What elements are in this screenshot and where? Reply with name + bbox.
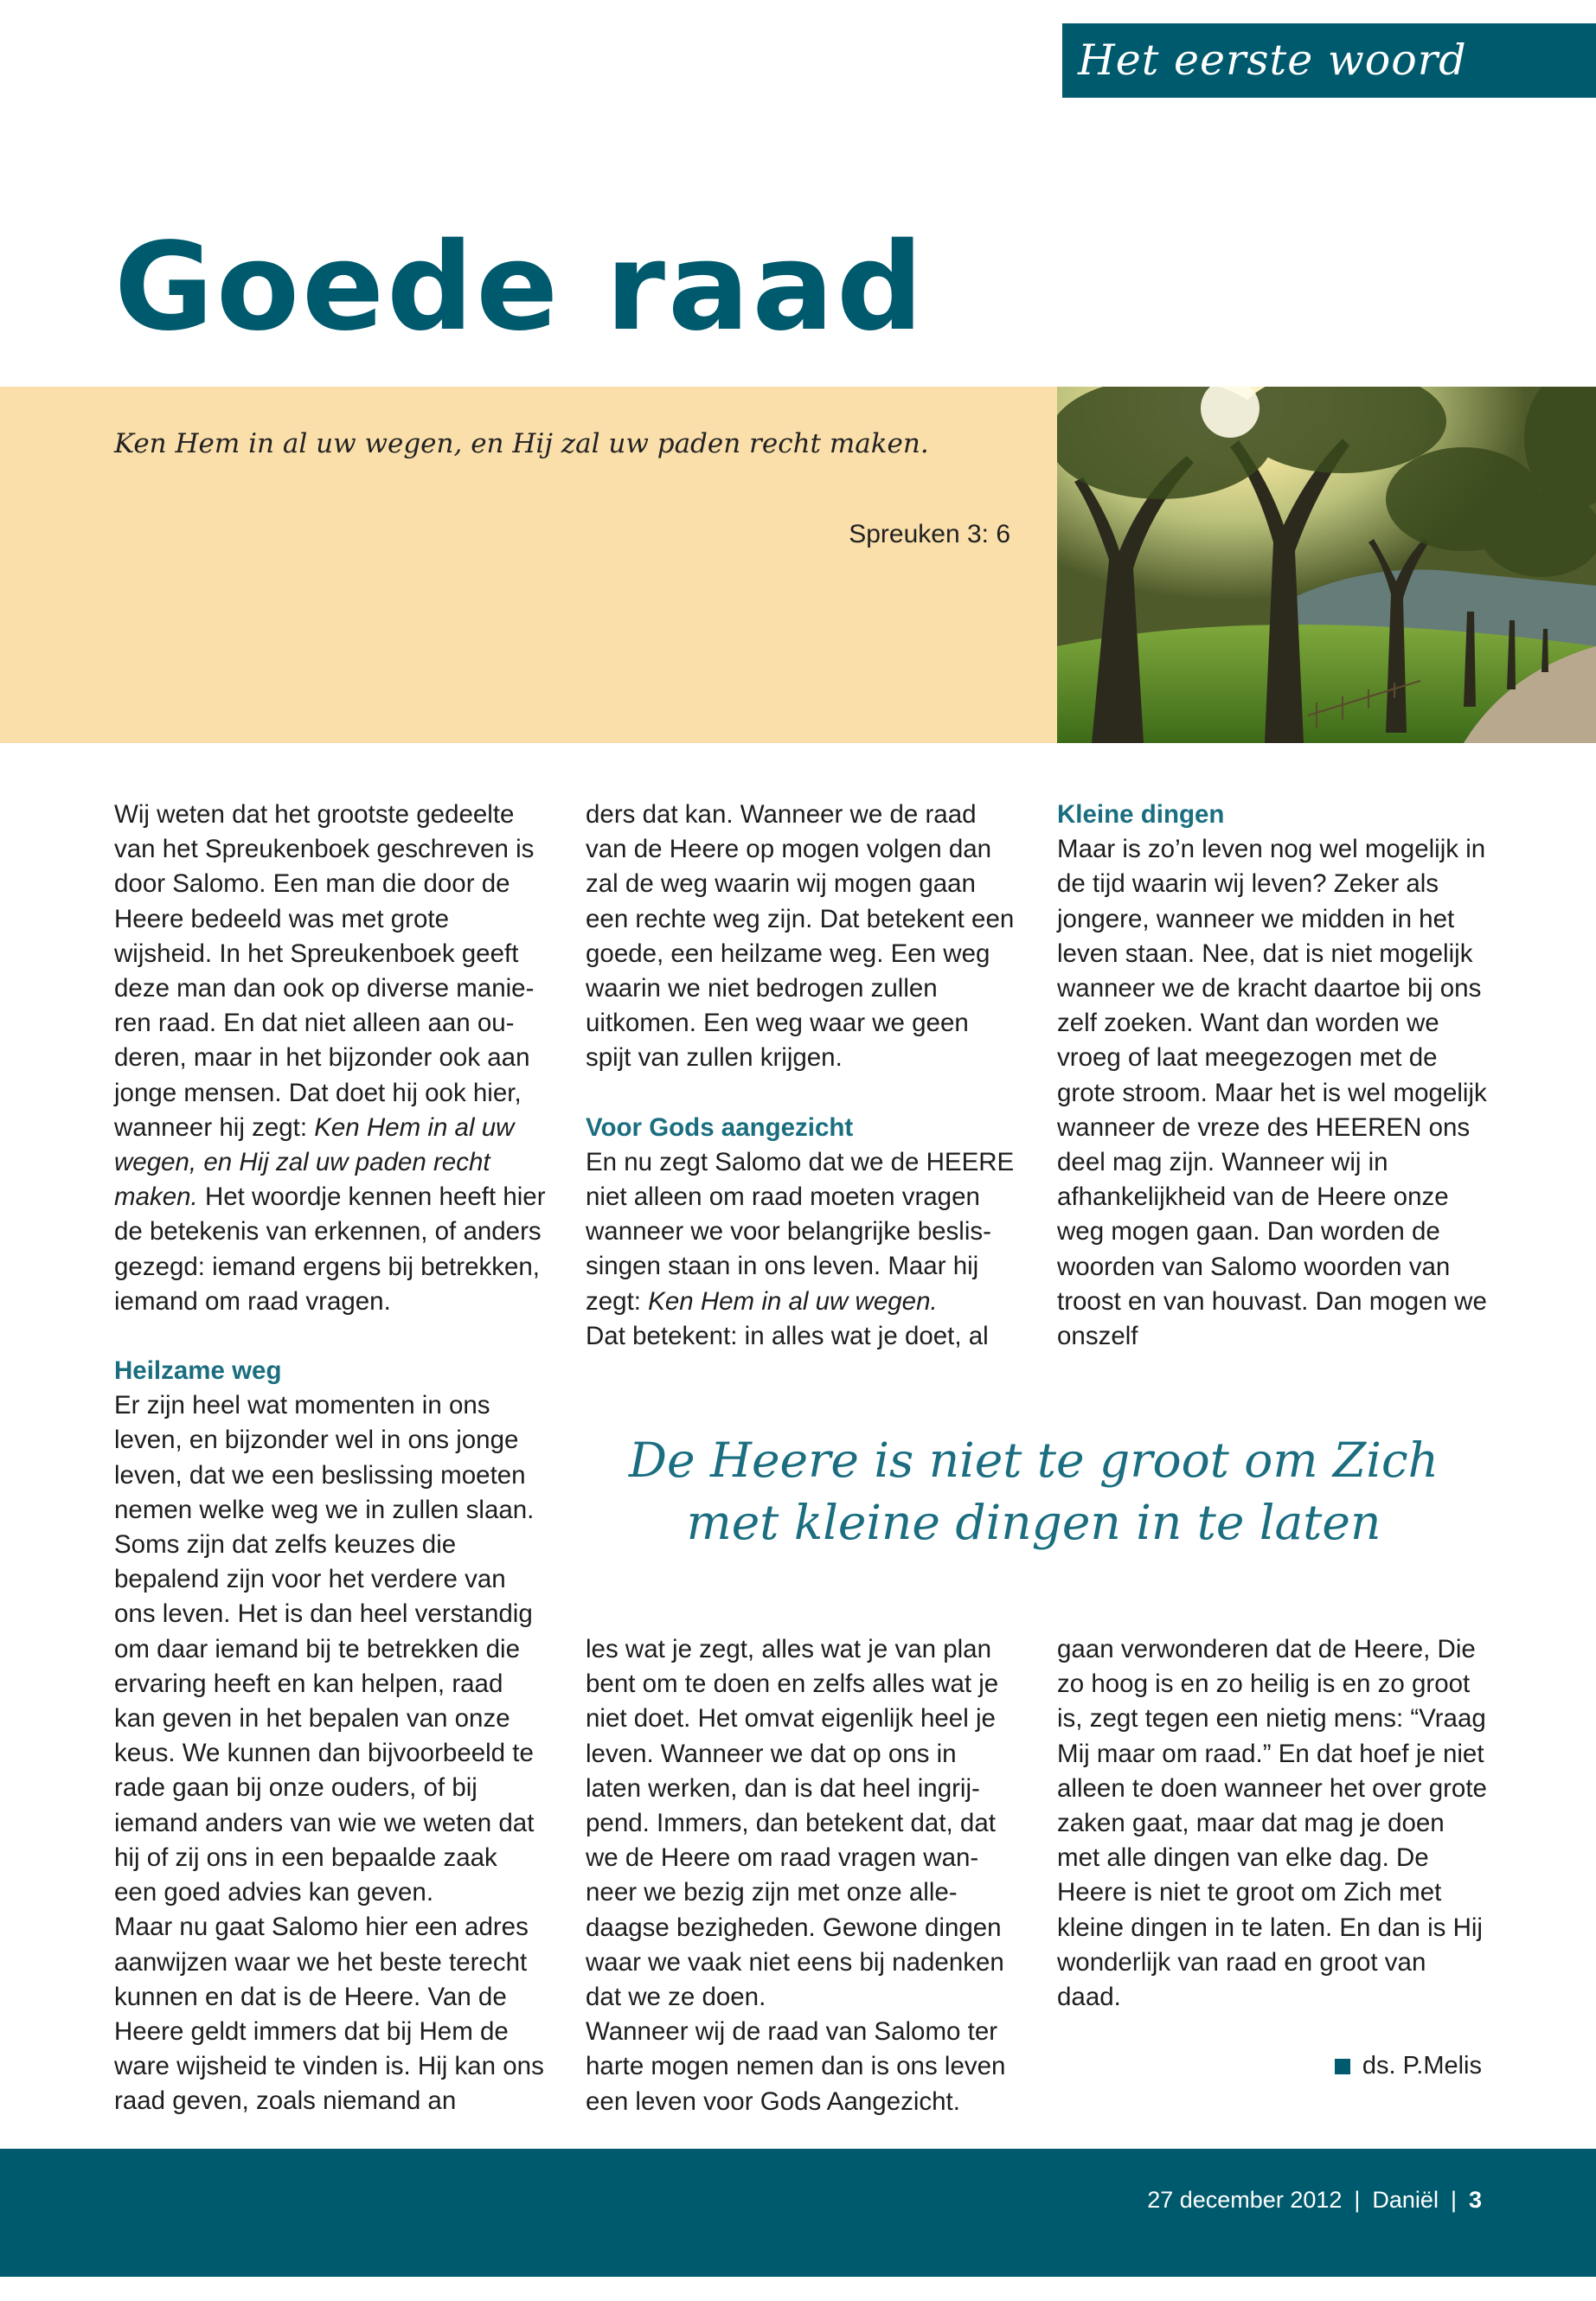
- subheading-voor-gods-aangezicht: Voor Gods aangezicht: [586, 1112, 854, 1142]
- paragraph: Maar is zo’n leven nog wel mogelijk in de tijd waarin wij leven? Zeker als jongere, wanneer we midden in het leven staan. Nee, dat is niet mogelijk wanneer we de kracht daartoe bij ons zelf zoeken. Want dan worden we vroeg of laat meegezogen met de grote stroom. Maar het is wel mogelijk wanneer de vreze des HEEREN ons deel mag zijn. Wanneer wij in afhankelijkheid van de Heere onze weg mogen gaan. Dan worden de woorden van Salomo woorden van troost en van houvast. Dan mogen we onszelf: [1057, 835, 1487, 1351]
- paragraph: Er zijn heel wat momenten in ons leven, en bijzonder wel in ons jonge leven, dat we een beslissing moeten nemen welke weg we in zullen slaan. Soms zijn dat zelfs keuzes die bepalend zijn voor het verdere van ons leven. Het is dan heel verstandig om daar iemand bij te betrekken die ervaring heeft en kan helpen, raad kan geven in het bepalen van onze keus. We kunnen dan bijvoorbeeld te rade gaan bij onze ouders, of bij iemand anders van wie we weten dat hij of zij ons in een bepaalde zaak een goed advies kan geven.: [114, 1391, 535, 1907]
- verse-box: [0, 387, 1057, 743]
- magazine-name: Daniël: [1372, 2187, 1439, 2213]
- column-2-top: [586, 798, 1018, 1354]
- page-number: 3: [1468, 2187, 1482, 2213]
- footer-info: [1147, 2187, 1482, 2214]
- column-3-bottom: [1057, 1632, 1490, 2015]
- column-1: [114, 798, 547, 2119]
- subheading-heilzame-weg: Heilzame weg: [114, 1356, 282, 1386]
- paragraph: Dat betekent: in alles wat je doet, al: [586, 1321, 989, 1350]
- paragraph: Wanneer wij de raad van Salomo ter harte mogen nemen dan is ons leven een leven voor Gods Aangezicht.: [586, 2017, 1006, 2116]
- paragraph: En nu zegt Salomo dat we de HEERE niet alleen om raad moeten vragen wanneer we voor belangrijke beslissingen staan in ons leven. Maar hij zegt: Ken Hem in al uw wegen.: [586, 1147, 1015, 1316]
- pull-quote: De Heere is niet te groot om Zich met kleine dingen in te laten: [628, 1433, 1439, 1550]
- separator: |: [1450, 2187, 1457, 2213]
- footer-bar: [0, 2149, 1596, 2277]
- column-3-top: [1057, 798, 1490, 1354]
- trees-path-photo: [1057, 387, 1596, 743]
- verse-text: Ken Hem in al uw wegen, en Hij zal uw paden recht maken.: [114, 428, 929, 459]
- square-bullet-icon: [1335, 2059, 1350, 2074]
- subheading-kleine-dingen: Kleine dingen: [1057, 800, 1225, 829]
- issue-date: 27 december 2012: [1147, 2187, 1343, 2213]
- paragraph: Wij weten dat het grootste gedeelte van het Spreukenboek geschreven is door Salomo. Een man die door de Heere bedeeld was met grote wijsheid. In het Spreukenboek geeft deze man dan ook op diverse manieren raad. En dat niet alleen aan ouderen, maar in het bijzonder ook aan jonge mensen. Dat doet hij ook hier, wanneer hij zegt: Ken Hem in al uw wegen, en Hij zal uw paden recht maken. Het woordje kennen heeft hier de betekenis van erkennen, of anders gezegd: iemand ergens bij betrekken, iemand om raad vragen.: [114, 800, 546, 1316]
- section-tag: Het eerste woord: [1062, 23, 1596, 98]
- column-2-bottom: [586, 1632, 1018, 2119]
- paragraph: Maar nu gaat Salomo hier een adres aanwijzen waar we het beste terecht kunnen en dat is de Heere. Van de Heere geldt immers dat bij Hem de ware wijsheid te vinden is. Hij kan ons raad geven, zoals niemand an: [114, 1913, 544, 2116]
- paragraph: ders dat kan. Wanneer we de raad van de Heere op mogen volgen dan zal de weg waarin wij mogen gaan een rechte weg zijn. Dat betekent een goede, een heilzame weg. Een weg waarin we niet bedrogen zullen uitkomen. Een weg waar we geen spijt van zullen krijgen.: [586, 800, 1015, 1073]
- author-name: ds. P.Melis: [1362, 2052, 1482, 2080]
- paragraph: les wat je zegt, alles wat je van plan bent om te doen en zelfs alles wat je niet doet. Het omvat eigenlijk heel je leven. Wanneer we dat op ons in laten werken, dan is dat heel ingrijpend. Immers, dan betekent dat, dat we de Heere om raad vragen wanneer we bezig zijn met onze alledaagse bezigheden. Gewone dingen waar we vaak niet eens bij nadenken dat we ze doen.: [586, 1635, 1004, 2012]
- author-line: [1335, 2052, 1482, 2080]
- verse-reference: Spreuken 3: 6: [849, 520, 1010, 548]
- separator: |: [1354, 2187, 1361, 2213]
- article-title: Goede raad: [114, 217, 926, 358]
- paragraph: gaan verwonderen dat de Heere, Die zo hoog is en zo heilig is en zo groot is, zegt tegen een nietig mens: “Vraag Mij maar om raad.” En dat hoef je niet alleen te doen wanneer het over grote zaken gaat, maar dat mag je doen met alle dingen van elke dag. De Heere is niet te groot om Zich met kleine dingen in te laten. En dan is Hij wonderlijk van raad en groot van daad.: [1057, 1635, 1487, 2012]
